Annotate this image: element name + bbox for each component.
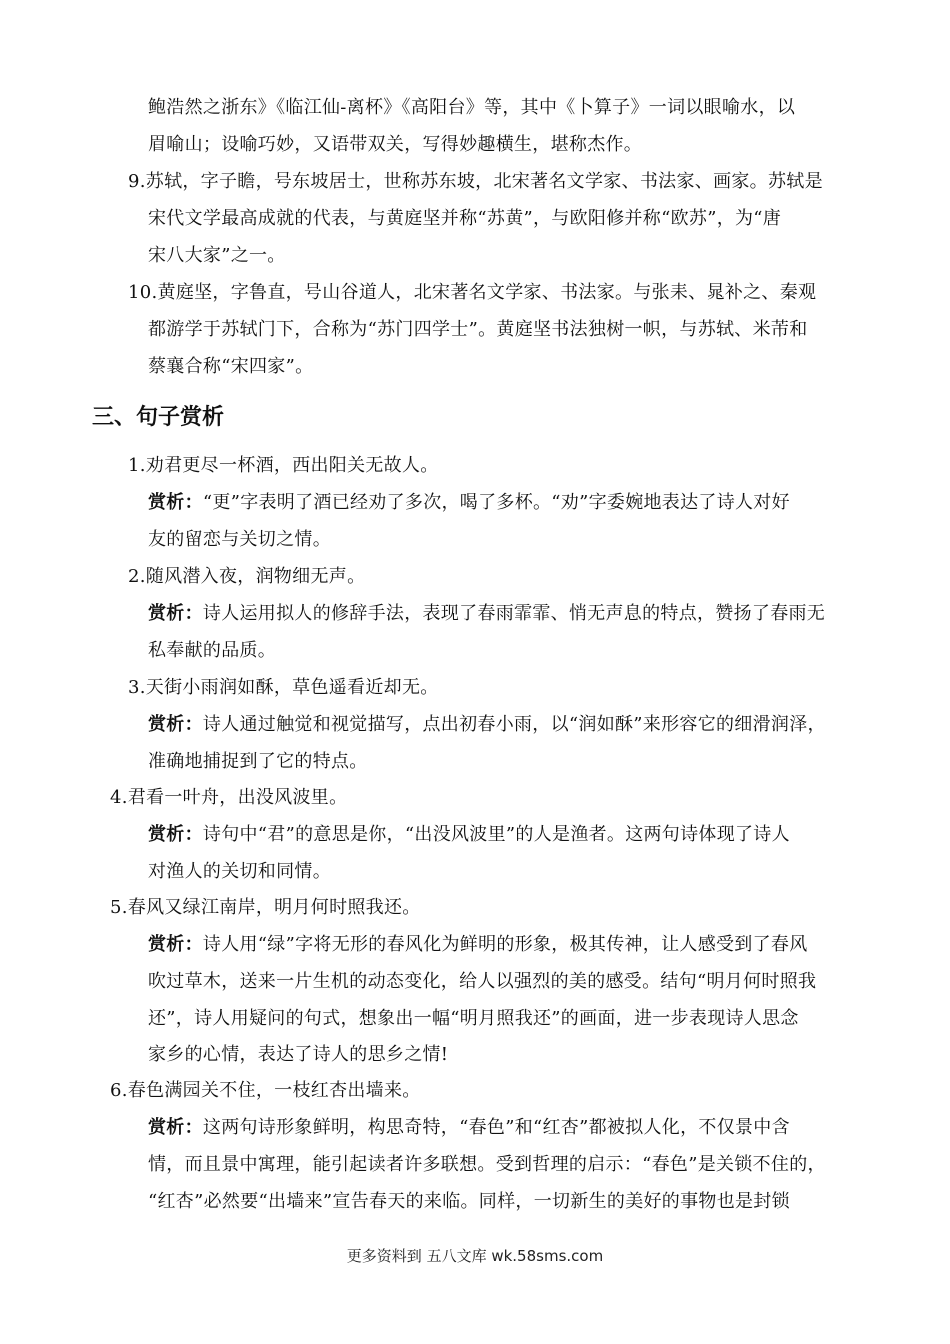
- analysis-2-line-2: 私奉献的品质。: [148, 640, 277, 661]
- author-10-line-2: 都游学于苏轼门下，合称为“苏门四学士”。黄庭坚书法独树一帜，与苏轼、米芾和: [148, 319, 808, 340]
- analysis-text: “更”字表明了酒已经劝了多次，喝了多杯。“劝”字委婉地表达了诗人对好: [202, 492, 790, 513]
- sentence-2: 2.随风潜入夜，润物细无声。: [128, 566, 366, 587]
- analysis-text: 诗人用“绿”字将无形的春风化为鲜明的形象，极其传神，让人感受到了春风: [202, 934, 808, 955]
- analysis-2-line-1: [148, 602, 825, 626]
- intro-line-2: 眉喻山；设喻巧妙，又语带双关，写得妙趣横生，堪称杰作。: [148, 134, 643, 155]
- intro-line-1: 鲍浩然之浙东》《临江仙-离杯》《高阳台》等，其中《卜算子》一词以眼喻水，以: [148, 97, 796, 118]
- author-10-line-3: 蔡襄合称“宋四家”。: [148, 356, 314, 377]
- section-title: 三、句子赏析: [92, 405, 225, 430]
- analysis-text: 诗句中“君”的意思是你，“出没风波里”的人是渔者。这两句诗体现了诗人: [202, 824, 790, 845]
- author-9-line-1: 9.苏轼，字子瞻，号东坡居士，世称苏东坡，北宋著名文学家、书法家、画家。苏轼是: [128, 171, 823, 192]
- analysis-6-line-1: [148, 1116, 790, 1140]
- analysis-6-line-2: 情，而且景中寓理，能引起读者许多联想。受到哲理的启示：“春色”是关锁不住的，: [148, 1154, 826, 1175]
- sentence-6: 6.春色满园关不住，一枝红杏出墙来。: [110, 1080, 421, 1101]
- analysis-5-line-2: 吹过草木，送来一片生机的动态变化，给人以强烈的美的感受。结句“明月何时照我: [148, 971, 817, 992]
- analysis-4-line-1: [148, 823, 790, 847]
- analysis-text: 诗人运用拟人的修辞手法，表现了春雨霏霏、悄无声息的特点，赞扬了春雨无: [202, 603, 826, 624]
- author-9-line-2: 宋代文学最高成就的代表，与黄庭坚并称“苏黄”，与欧阳修并称“欧苏”，为“唐: [148, 208, 782, 229]
- analysis-1-line-2: 友的留恋与关切之情。: [148, 529, 331, 550]
- analysis-label: 赏析：: [148, 1117, 203, 1138]
- sentence-4: 4.君看一叶舟，出没风波里。: [110, 787, 348, 808]
- analysis-label: 赏析：: [148, 714, 203, 735]
- sentence-3: 3.天街小雨润如酥，草色遥看近却无。: [128, 677, 439, 698]
- analysis-4-line-2: 对渔人的关切和同情。: [148, 861, 331, 882]
- sentence-1: 1.劝君更尽一杯酒，西出阳关无故人。: [128, 455, 439, 476]
- analysis-5-line-3: 还”，诗人用疑问的句式，想象出一幅“明月照我还”的画面，进一步表现诗人思念: [148, 1008, 799, 1029]
- author-9-line-3: 宋八大家”之一。: [148, 245, 286, 266]
- analysis-text: 这两句诗形象鲜明，构思奇特，“春色”和“红杏”都被拟人化，不仅景中含: [202, 1117, 790, 1138]
- analysis-3-line-1: [148, 713, 826, 737]
- analysis-label: 赏析：: [148, 603, 203, 624]
- analysis-label: 赏析：: [148, 824, 203, 845]
- analysis-text: 诗人通过触觉和视觉描写，点出初春小雨，以“润如酥”来形容它的细滑润泽，: [202, 714, 826, 735]
- analysis-label: 赏析：: [148, 492, 203, 513]
- analysis-6-line-3: “红杏”必然要“出墙来”宣告春天的来临。同样，一切新生的美好的事物也是封锁: [148, 1191, 790, 1212]
- page-footer: 更多资料到 五八文库 wk.58sms.com: [346, 1247, 604, 1265]
- sentence-5: 5.春风又绿江南岸，明月何时照我还。: [110, 897, 421, 918]
- analysis-5-line-4: 家乡的心情，表达了诗人的思乡之情!: [148, 1044, 449, 1065]
- analysis-3-line-2: 准确地捕捉到了它的特点。: [148, 751, 368, 772]
- analysis-5-line-1: [148, 933, 808, 957]
- analysis-1-line-1: [148, 491, 790, 515]
- analysis-label: 赏析：: [148, 934, 203, 955]
- author-10-line-1: 10.黄庭坚，字鲁直，号山谷道人，北宋著名文学家、书法家。与张耒、晁补之、秦观: [128, 282, 817, 303]
